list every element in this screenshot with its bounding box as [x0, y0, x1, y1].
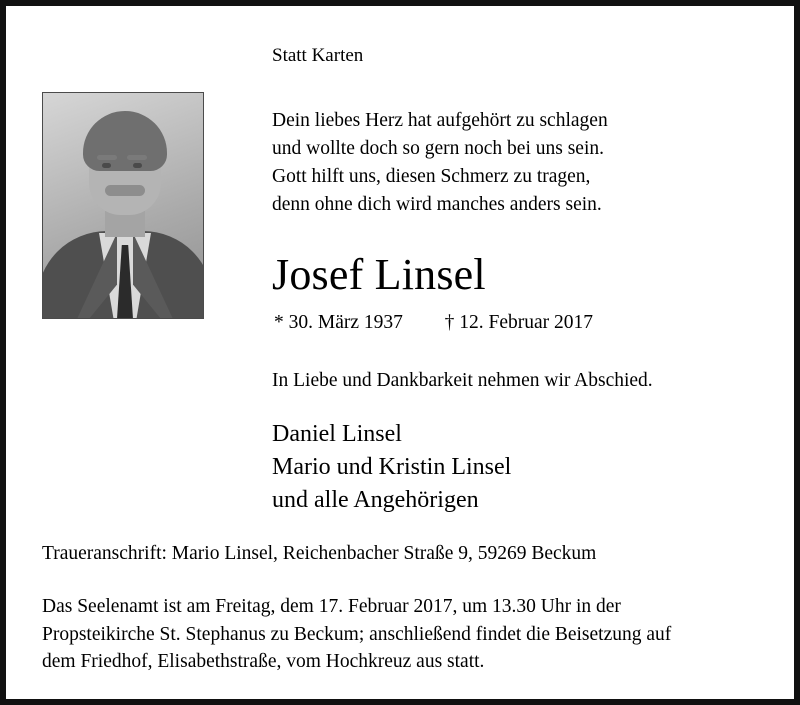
survivor-line-2: Mario und Kristin Linsel: [272, 454, 512, 481]
survivor-line-1: Daniel Linsel: [272, 420, 402, 447]
death-date: † 12. Februar 2017: [444, 311, 594, 333]
poem-line-3: Gott hilft uns, diesen Schmerz zu tragen,: [272, 166, 591, 188]
text-column: [272, 28, 766, 517]
service-details: [42, 593, 766, 675]
service-line-3: dem Friedhof, Elisabethstraße, vom Hochkreuz aus statt.: [42, 650, 485, 672]
portrait-mustache: [105, 185, 145, 196]
birth-date: * 30. März 1937: [274, 311, 403, 333]
obituary-top-area: [34, 28, 766, 517]
portrait-eye-right: [133, 163, 142, 168]
service-line-2: Propsteikirche St. Stephanus zu Beckum; anschließend findet die Beisetzung auf: [42, 623, 672, 645]
poem-line-4: denn ohne dich wird manches anders sein.: [272, 194, 602, 216]
poem-block: [272, 107, 766, 220]
obituary-inner: [6, 6, 794, 699]
portrait-brow-left: [97, 155, 117, 160]
portrait-photo: [42, 92, 204, 319]
farewell-text: In Liebe und Dankbarkeit nehmen wir Abschied.: [272, 369, 653, 391]
survivors-block: [272, 418, 766, 517]
portrait-brow-right: [127, 155, 147, 160]
poem-line-1: Dein liebes Herz hat aufgehört zu schlagen: [272, 109, 608, 131]
survivor-line-3: und alle Angehörigen: [272, 487, 479, 514]
mourning-address: Traueranschrift: Mario Linsel, Reichenbacher Straße 9, 59269 Beckum: [42, 543, 597, 565]
poem-line-2: und wollte doch so gern noch bei uns sein.: [272, 137, 604, 159]
service-line-1: Das Seelenamt ist am Freitag, dem 17. Februar 2017, um 13.30 Uhr in der: [42, 596, 621, 618]
obituary-bottom-area: [34, 543, 766, 675]
portrait-column: [34, 28, 272, 319]
portrait-eye-left: [102, 163, 111, 168]
deceased-name: Josef Linsel: [272, 249, 486, 299]
statt-karten-heading: Statt Karten: [272, 45, 364, 66]
life-dates: [274, 312, 766, 334]
